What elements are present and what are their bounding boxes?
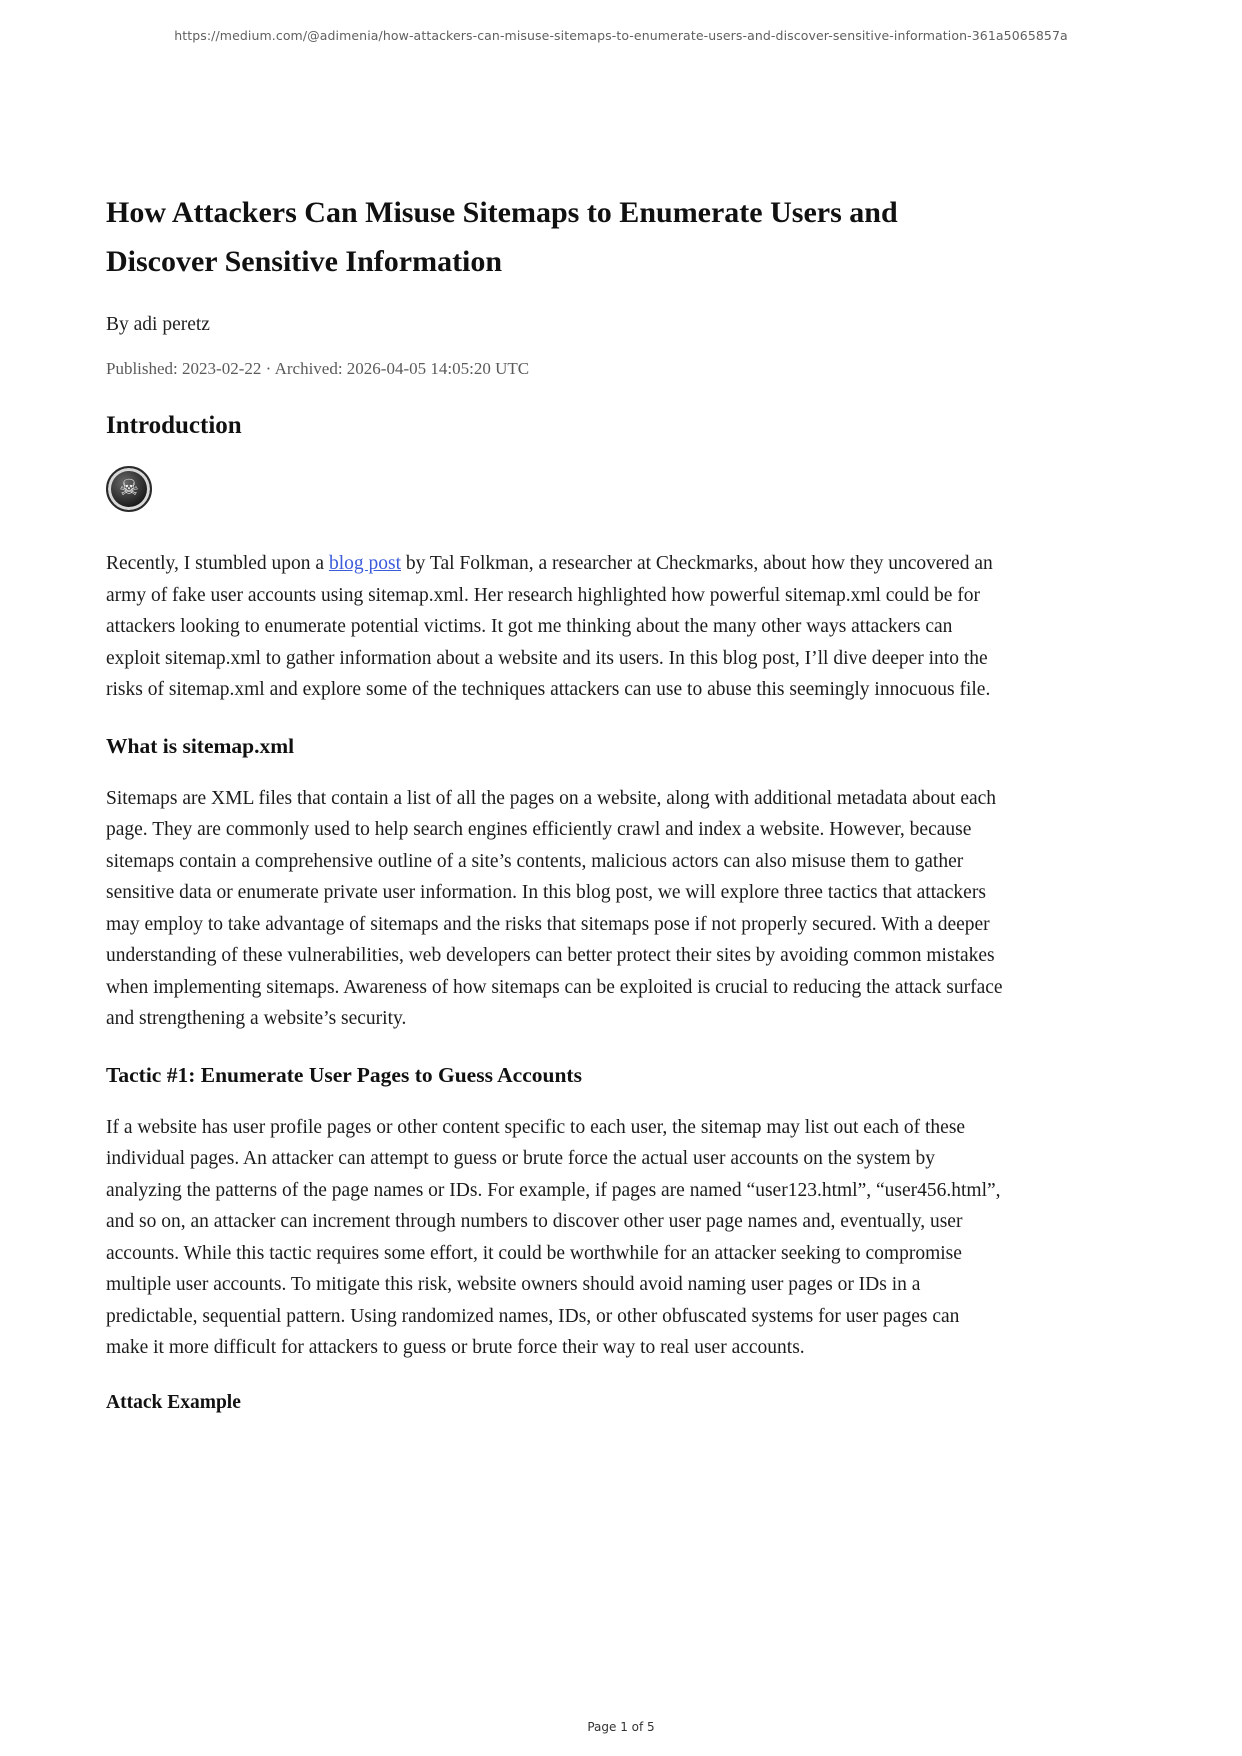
what-is-sitemap-paragraph: Sitemaps are XML files that contain a list of all the pages on a website, along with additional metadata about each page. They are commonly used to help search engines efficiently crawl and index a website. However, because sitemaps contain a comprehensive outline of a site’s contents, malicious actors can also misuse them to gather sensitive data or enumerate private user information. In this blog post, we will explore three tactics that attackers may employ to take advantage of sitemaps and the risks that sitemaps pose if not properly secured. With a deeper understanding of these vulnerabilities, web developers can better protect their sites by avoiding common mistakes when implementing sitemaps. Awareness of how sitemaps can be exploited is crucial to reducing the attack surface and strengthening a website’s security. xyxy=(106,787,1003,1029)
section-heading-tactic-1: Tactic #1: Enumerate User Pages to Guess Accounts xyxy=(106,1062,582,1087)
article-title: How Attackers Can Misuse Sitemaps to Enumerate Users and Discover Sensitive Information xyxy=(106,196,898,278)
section-heading-introduction: Introduction xyxy=(106,412,242,439)
published-archived-meta: Published: 2023-02-22 · Archived: 2026-04-05 14:05:20 UTC xyxy=(106,359,530,378)
source-url: https://medium.com/@adimenia/how-attackers-can-misuse-sitemaps-to-enumerate-users-and-discover-sensitive-information-361a5065857a xyxy=(174,28,1068,43)
article-content xyxy=(106,188,1004,1414)
blog-post-link[interactable]: blog post xyxy=(328,553,401,574)
skull-and-crossbones-icon xyxy=(106,466,152,512)
tactic-1-paragraph: If a website has user profile pages or other content specific to each user, the sitemap may list out each of these individual pages. An attacker can attempt to guess or brute force the actual user accounts on the system by analyzing the patterns of the page names or IDs. For example, if pages are named “user123.html”, “user456.html”, and so on, an attacker can increment through numbers to discover other user page names and, eventually, user accounts. While this tactic requires some effort, it could be worthwhile for an attacker seeking to compromise multiple user accounts. To mitigate this risk, website owners should avoid naming user pages or IDs in a predictable, sequential pattern. Using randomized names, IDs, or other obfuscated systems for user pages can make it more difficult for attackers to guess or brute force their way to real user accounts. xyxy=(106,1116,1001,1358)
intro-paragraph-pre: Recently, I stumbled upon a xyxy=(106,553,329,574)
intro-paragraph xyxy=(106,548,1004,706)
subheading-attack-example: Attack Example xyxy=(106,1391,241,1413)
skull-glyph: ☠ xyxy=(119,476,139,501)
page-number: Page 1 of 5 xyxy=(587,1720,655,1734)
byline: By adi peretz xyxy=(106,314,210,335)
intro-paragraph-post: by Tal Folkman, a researcher at Checkmarks, about how they uncovered an army of fake user accounts using sitemap.xml. Her research highlighted how powerful sitemap.xml could be for attackers looking to enumerate potential victims. It got me thinking about the many other ways attackers can exploit sitemap.xml to gather information about a website and its users. In this blog post, I’ll dive deeper into the risks of sitemap.xml and explore some of the techniques attackers can use to abuse this seemingly innocuous file. xyxy=(106,553,993,700)
section-heading-what-is-sitemap: What is sitemap.xml xyxy=(106,733,295,758)
